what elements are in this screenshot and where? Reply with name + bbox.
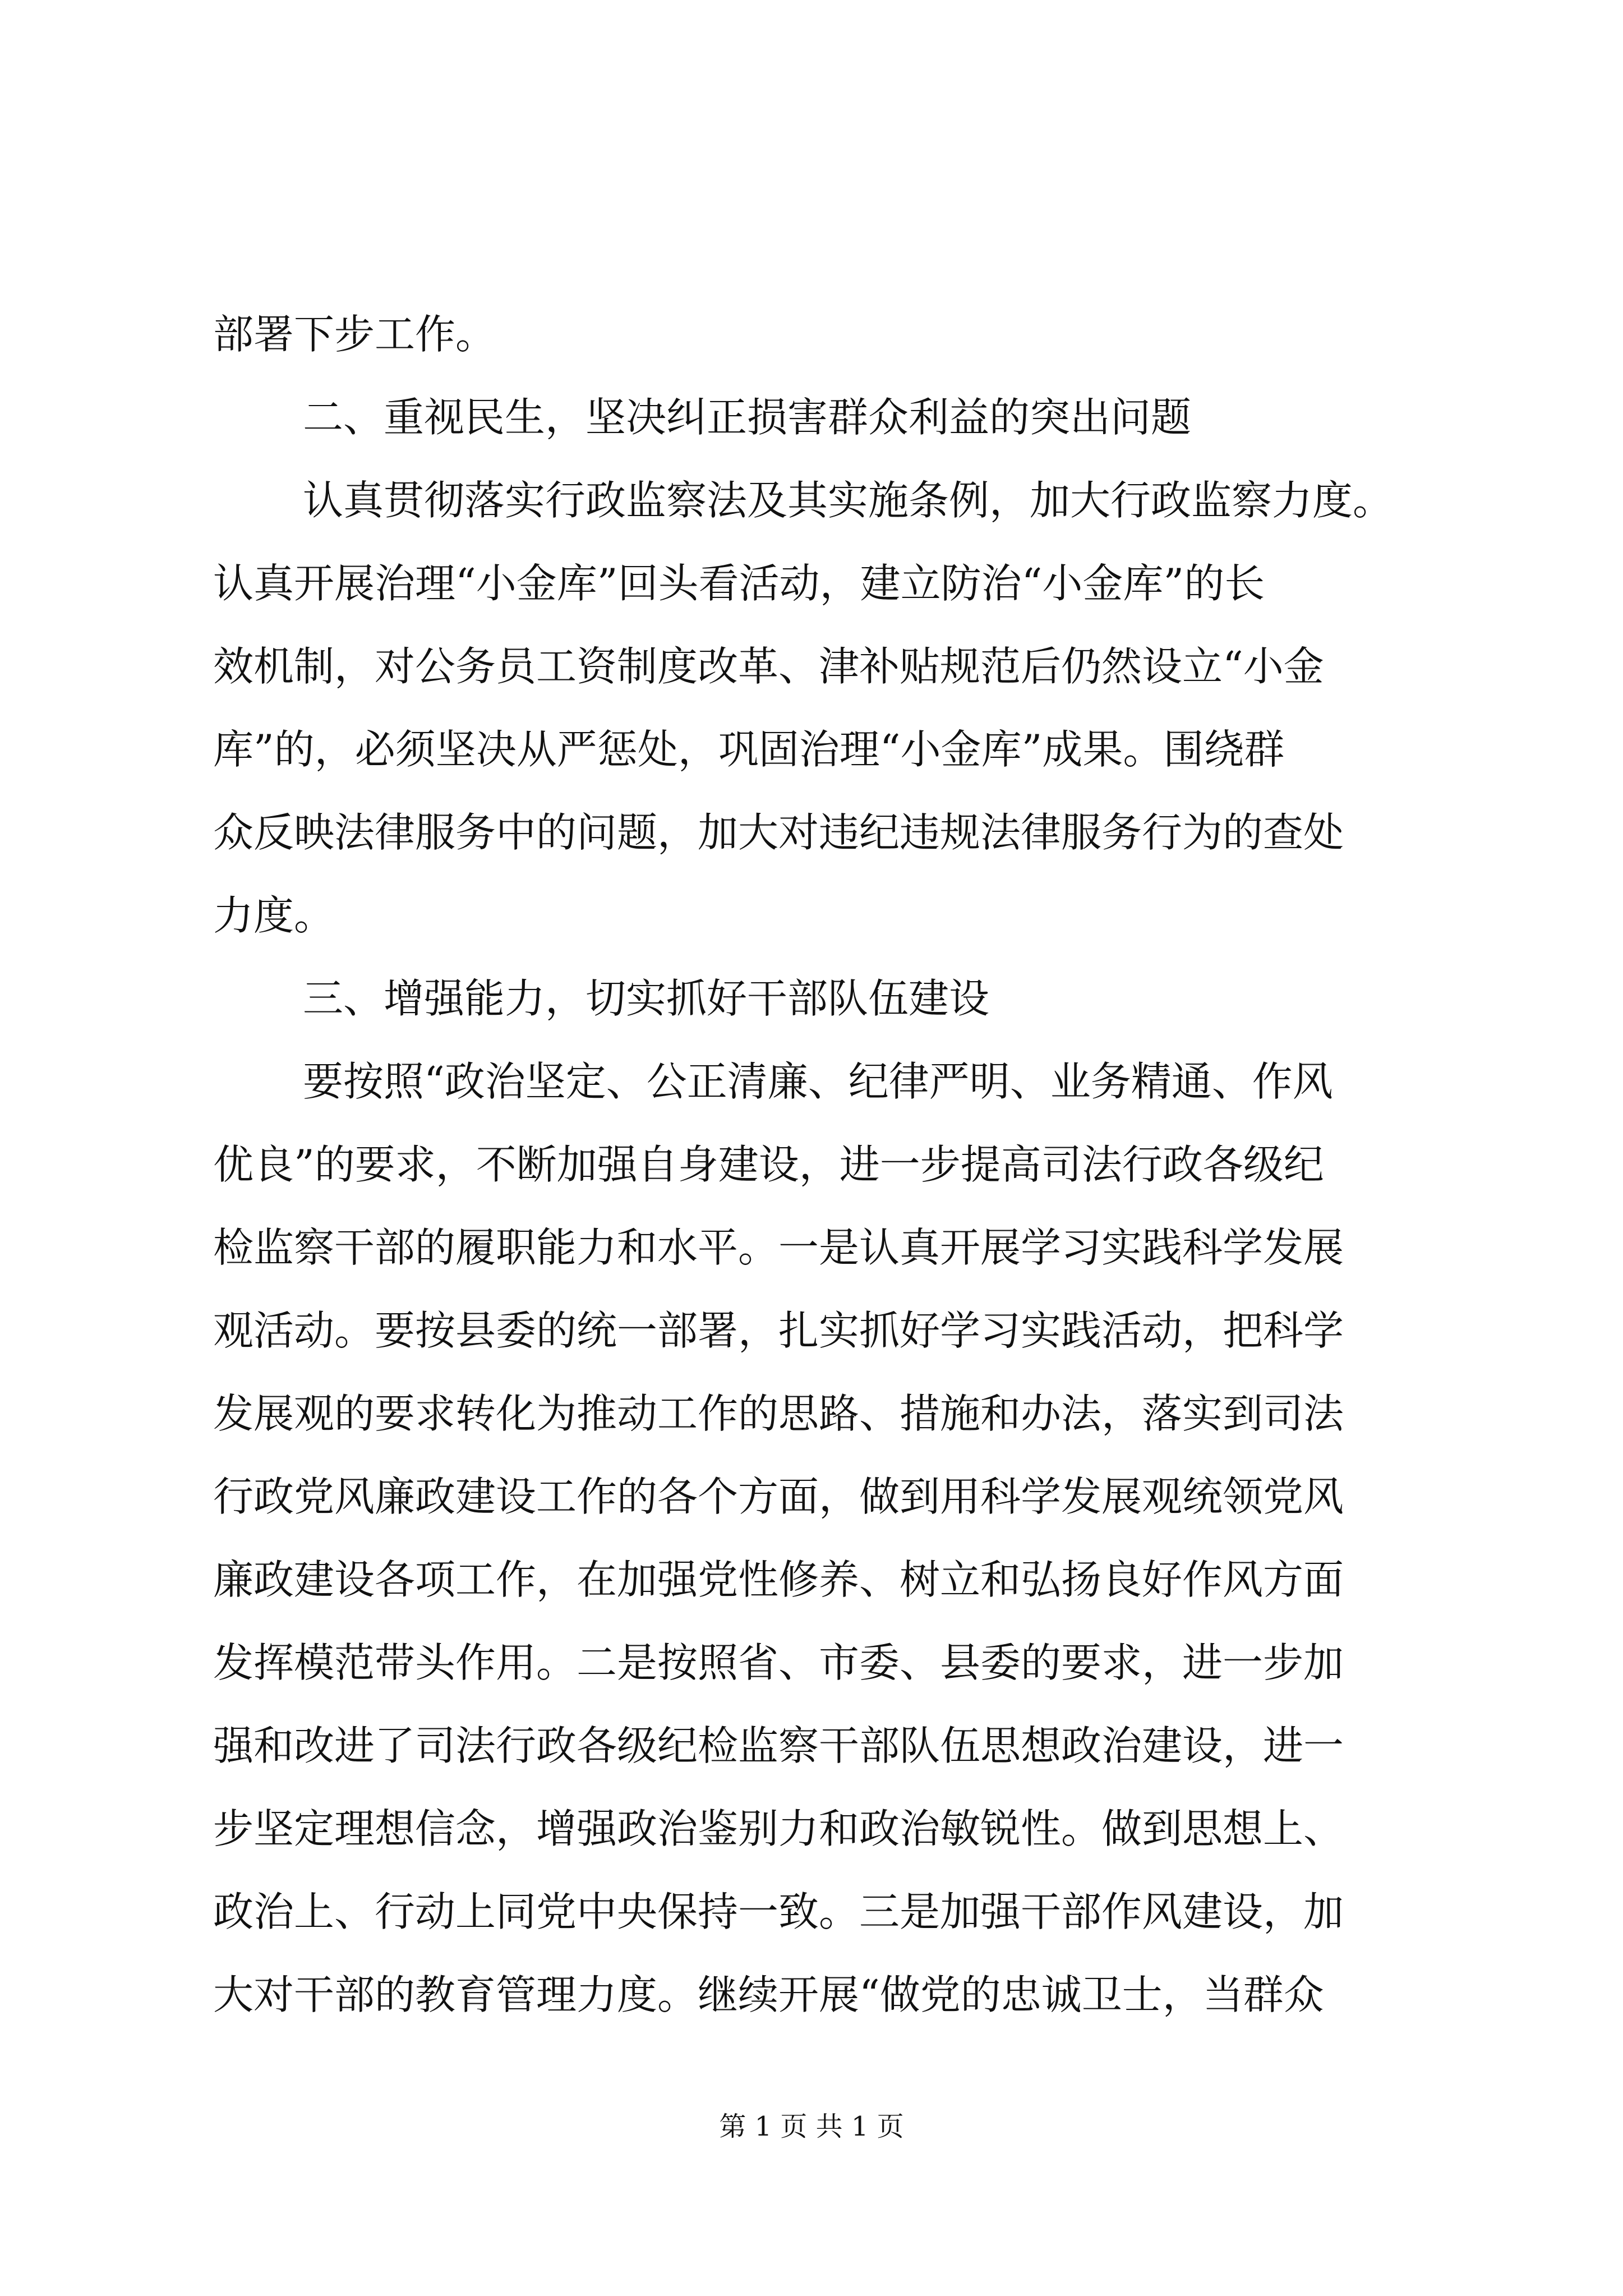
text-line: 效机制，对公务员工资制度改革、津补贴规范后仍然设立“小金 [213, 643, 1324, 690]
text-line: 强和改进了司法行政各级纪检监察干部队伍思想政治建设，进一 [213, 1722, 1344, 1769]
text-line: 廉政建设各项工作，在加强党性修养、树立和弘扬良好作风方面 [213, 1556, 1344, 1603]
text-line: 部署下步工作。 [213, 311, 496, 358]
text-line: 检监察干部的履职能力和水平。一是认真开展学习实践科学发展 [213, 1224, 1344, 1271]
page-footer: 第 1 页 共 1 页 [719, 2111, 904, 2142]
text-line: 政治上、行动上同党中央保持一致。三是加强干部作风建设，加 [213, 1888, 1344, 1935]
text-line: 发展观的要求转化为推动工作的思路、措施和办法，落实到司法 [213, 1390, 1344, 1437]
text-line: 认真贯彻落实行政监察法及其实施条例，加大行政监察力度。 [303, 477, 1394, 524]
text-line: 认真开展治理“小金库”回头看活动，建立防治“小金库”的长 [213, 560, 1265, 607]
text-line: 行政党风廉政建设工作的各个方面，做到用科学发展观统领党风 [213, 1473, 1344, 1520]
section-heading: 二、重视民生，坚决纠正损害群众利益的突出问题 [303, 394, 1192, 441]
text-line: 力度。 [213, 892, 335, 939]
text-line: 库”的，必须坚决从严惩处，巩固治理“小金库”成果。围绕群 [213, 726, 1285, 773]
section-heading: 三、增强能力，切实抓好干部队伍建设 [303, 975, 990, 1022]
text-line: 众反映法律服务中的问题，加大对违纪违规法律服务行为的查处 [213, 809, 1344, 856]
text-line: 要按照“政治坚定、公正清廉、纪律严明、业务精通、作风 [303, 1058, 1333, 1105]
text-line: 优良”的要求，不断加强自身建设，进一步提高司法行政各级纪 [213, 1141, 1324, 1188]
text-line: 观活动。要按县委的统一部署，扎实抓好学习实践活动，把科学 [213, 1307, 1344, 1354]
text-line: 步坚定理想信念，增强政治鉴别力和政治敏锐性。做到思想上、 [213, 1805, 1344, 1852]
text-line: 发挥模范带头作用。二是按照省、市委、县委的要求，进一步加 [213, 1639, 1344, 1686]
text-line: 大对干部的教育管理力度。继续开展“做党的忠诚卫士，当群众 [213, 1971, 1324, 2018]
